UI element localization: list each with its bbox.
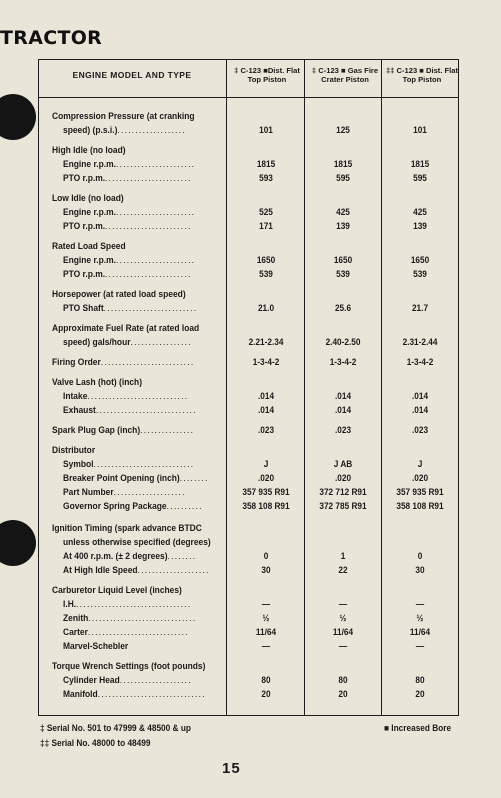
row-label-text: Torque Wrench Settings (foot pounds): [52, 660, 206, 671]
binder-hole: [0, 94, 36, 140]
row-label-text: Carburetor Liquid Level (inches): [52, 584, 182, 595]
row-label: [52, 584, 210, 595]
table-cell: .014: [334, 390, 352, 401]
table-cell: 0: [263, 550, 269, 561]
table-cell: 2.40-2.50: [325, 336, 361, 347]
table-cell: .020: [334, 472, 352, 483]
table-cell: 593: [259, 172, 273, 183]
table-cell: 21.7: [411, 302, 429, 313]
dot-leader: ............................: [87, 626, 189, 637]
table-cell: 101: [413, 124, 427, 135]
table-cell: 372 785 R91: [319, 500, 367, 511]
table-cell: 357 935 R91: [396, 486, 444, 497]
table-cell: 101: [259, 124, 273, 135]
table-cell: —: [338, 598, 348, 609]
table-cell: 139: [413, 220, 427, 231]
table-cell: —: [415, 640, 425, 651]
table-cell: J AB: [333, 458, 353, 469]
row-label: [63, 674, 221, 685]
dot-leader: ....................: [119, 674, 192, 685]
table-cell: —: [261, 598, 271, 609]
footnote-increased-bore: ■ Increased Bore: [384, 723, 452, 733]
table-cell: 171: [259, 220, 273, 231]
footnote-serial-2: ‡‡ Serial No. 48000 to 48499: [40, 738, 151, 748]
page-number: 15: [222, 760, 241, 777]
row-label: [63, 458, 221, 469]
table-cell: 425: [413, 206, 427, 217]
table-header: [39, 60, 458, 98]
row-label: [63, 564, 221, 575]
table-cell: 595: [413, 172, 427, 183]
row-label-text: unless otherwise specified (degrees): [63, 536, 211, 547]
dot-leader: .................: [130, 336, 192, 347]
row-label: [52, 424, 210, 435]
table-cell: 11/64: [332, 626, 354, 637]
row-label-text: Rated Load Speed: [52, 240, 126, 251]
column-divider: [226, 60, 227, 715]
table-cell: 1815: [410, 158, 430, 169]
row-label: [63, 336, 221, 347]
row-label: [52, 240, 210, 251]
table-cell: 25.6: [334, 302, 352, 313]
row-label: [63, 158, 221, 169]
table-cell: .014: [334, 404, 352, 415]
table-cell: 425: [336, 206, 350, 217]
header-label: ENGINE MODEL AND TYPE: [72, 70, 192, 80]
row-label-text: Manifold: [63, 688, 98, 699]
row-label: [63, 612, 221, 623]
row-label-text: Horsepower (at rated load speed): [52, 288, 186, 299]
table-cell: 1650: [333, 254, 353, 265]
table-cell: 22: [338, 564, 348, 575]
row-label-text: Low Idle (no load): [52, 192, 124, 203]
row-label: [52, 356, 210, 367]
row-label-text: Distributor: [52, 444, 96, 455]
row-label-text: PTO r.p.m.: [63, 220, 106, 231]
row-label-text: speed) gals/hour: [63, 336, 131, 347]
table-cell: —: [338, 640, 348, 651]
column-divider: [304, 60, 305, 715]
row-label-text: Cylinder Head: [63, 674, 120, 685]
row-label: [63, 206, 221, 217]
table-cell: .020: [411, 472, 429, 483]
footnote-serial-1: ‡ Serial No. 501 to 47999 & 48500 & up: [40, 723, 191, 733]
row-label: [63, 172, 221, 183]
table-cell: 1: [340, 550, 346, 561]
table-cell: 2.31-2.44: [402, 336, 438, 347]
table-cell: 539: [259, 268, 273, 279]
row-label: [63, 550, 221, 561]
table-cell: 125: [336, 124, 350, 135]
table-cell: 1815: [333, 158, 353, 169]
dot-leader: ........: [167, 550, 197, 561]
table-cell: .014: [411, 404, 429, 415]
table-cell: 30: [261, 564, 271, 575]
row-label: [52, 110, 210, 121]
table-cell: 0: [417, 550, 423, 561]
dot-leader: ......................: [115, 158, 196, 169]
table-cell: 1-3-4-2: [329, 356, 357, 367]
binder-hole: [0, 520, 36, 566]
column-header: ‡‡ C-123 ■ Dist. Flat Top Piston: [385, 66, 459, 84]
column-divider: [381, 60, 382, 715]
row-label-text: Engine r.p.m.: [63, 158, 116, 169]
table-cell: 80: [415, 674, 425, 685]
row-label: [63, 302, 221, 313]
row-label-text: PTO r.p.m.: [63, 268, 106, 279]
table-cell: 525: [259, 206, 273, 217]
row-label: [63, 626, 221, 637]
table-cell: .014: [257, 390, 275, 401]
column-header: ‡ C-123 ■Dist. Flat Top Piston: [234, 66, 300, 84]
row-label-text: Compression Pressure (at cranking: [52, 110, 195, 121]
dot-leader: ........................: [105, 220, 192, 231]
table-cell: —: [415, 598, 425, 609]
table-cell: 11/64: [409, 626, 431, 637]
dot-leader: ...............: [140, 424, 195, 435]
row-label-text: PTO Shaft: [63, 302, 104, 313]
table-cell: .023: [257, 424, 275, 435]
row-label-text: speed) (p.s.i.): [63, 124, 118, 135]
row-label-text: Governor Spring Package: [63, 500, 167, 511]
table-cell: 20: [261, 688, 271, 699]
row-label: [63, 390, 221, 401]
table-cell: 595: [336, 172, 350, 183]
row-label-text: Part Number: [63, 486, 114, 497]
table-cell: ½: [262, 612, 270, 623]
row-label: [63, 404, 221, 415]
row-label: [52, 376, 210, 387]
row-label-text: Intake: [63, 390, 88, 401]
row-label-text: High Idle (no load): [52, 144, 126, 155]
table-cell: .023: [411, 424, 429, 435]
dot-leader: ........................: [105, 268, 192, 279]
row-label-text: At High Idle Speed: [63, 564, 138, 575]
dot-leader: ..............................: [88, 612, 197, 623]
table-cell: 357 935 R91: [242, 486, 290, 497]
table-cell: ½: [416, 612, 424, 623]
row-label-text: Engine r.p.m.: [63, 206, 116, 217]
table-cell: 1815: [256, 158, 276, 169]
table-cell: 358 108 R91: [242, 500, 290, 511]
dot-leader: ..........: [166, 500, 203, 511]
row-label-text: Breaker Point Opening (inch): [63, 472, 180, 483]
row-label: [52, 660, 210, 671]
row-label: [63, 536, 221, 547]
dot-leader: ...................: [117, 124, 186, 135]
table-cell: 1650: [256, 254, 276, 265]
row-label-text: Ignition Timing (spark advance BTDC: [52, 522, 202, 533]
row-label-text: Marvel-Schebler: [63, 640, 129, 651]
row-label: [52, 144, 210, 155]
table-cell: 539: [413, 268, 427, 279]
row-label: [63, 688, 221, 699]
table-cell: .014: [257, 404, 275, 415]
dot-leader: ....................: [113, 486, 186, 497]
row-label: [63, 598, 221, 609]
table-cell: 1-3-4-2: [252, 356, 280, 367]
table-cell: 20: [338, 688, 348, 699]
table-cell: 539: [336, 268, 350, 279]
row-label: [63, 254, 221, 265]
table-cell: 1650: [410, 254, 430, 265]
row-label: [63, 640, 221, 651]
table-cell: .023: [334, 424, 352, 435]
row-label-text: Carter: [63, 626, 88, 637]
dot-leader: ........................: [105, 172, 192, 183]
table-cell: 11/64: [255, 626, 277, 637]
dot-leader: ..........................: [103, 302, 198, 313]
table-cell: .014: [411, 390, 429, 401]
dot-leader: ..............................: [97, 688, 206, 699]
table-cell: .020: [257, 472, 275, 483]
row-label: [52, 444, 210, 455]
column-header: ‡ C-123 ■ Gas Fire Crater Piston: [311, 66, 379, 84]
table-cell: 2.21-2.34: [248, 336, 284, 347]
row-label-text: Exhaust: [63, 404, 96, 415]
row-label: [63, 486, 221, 497]
table-cell: 30: [415, 564, 425, 575]
dot-leader: ................................: [76, 598, 192, 609]
page-title: TRACTOR: [0, 27, 103, 49]
table-cell: 1-3-4-2: [406, 356, 434, 367]
row-label-text: Valve Lash (hot) (inch): [52, 376, 143, 387]
row-label-text: Approximate Fuel Rate (at rated load: [52, 322, 200, 333]
row-label: [52, 322, 210, 333]
table-cell: 80: [338, 674, 348, 685]
row-label: [63, 472, 221, 483]
dot-leader: ............................: [87, 390, 189, 401]
spec-table: [38, 59, 459, 716]
dot-leader: ............................: [93, 458, 195, 469]
table-cell: ½: [339, 612, 347, 623]
row-label-text: I.H.: [63, 598, 77, 609]
table-cell: 372 712 R91: [319, 486, 367, 497]
table-cell: —: [261, 640, 271, 651]
row-label-text: Firing Order: [52, 356, 101, 367]
dot-leader: ........: [179, 472, 209, 483]
dot-leader: ....................: [137, 564, 210, 575]
dot-leader: ......................: [115, 206, 196, 217]
table-cell: 20: [415, 688, 425, 699]
table-cell: 21.0: [257, 302, 275, 313]
row-label: [63, 268, 221, 279]
dot-leader: ............................: [95, 404, 197, 415]
dot-leader: ......................: [115, 254, 196, 265]
table-cell: 358 108 R91: [396, 500, 444, 511]
table-cell: 139: [336, 220, 350, 231]
table-cell: J: [417, 458, 423, 469]
row-label: [52, 522, 210, 533]
row-label-text: Spark Plug Gap (inch): [52, 424, 141, 435]
row-label-text: PTO r.p.m.: [63, 172, 106, 183]
row-label-text: Engine r.p.m.: [63, 254, 116, 265]
row-label-text: At 400 r.p.m. (± 2 degrees): [63, 550, 168, 561]
row-label-text: Zenith: [63, 612, 89, 623]
row-label: [52, 288, 210, 299]
row-label-text: Symbol: [63, 458, 94, 469]
table-cell: 80: [261, 674, 271, 685]
row-label: [63, 500, 221, 511]
row-label: [63, 220, 221, 231]
table-cell: J: [263, 458, 269, 469]
dot-leader: ..........................: [100, 356, 195, 367]
row-label: [52, 192, 210, 203]
row-label: [63, 124, 221, 135]
